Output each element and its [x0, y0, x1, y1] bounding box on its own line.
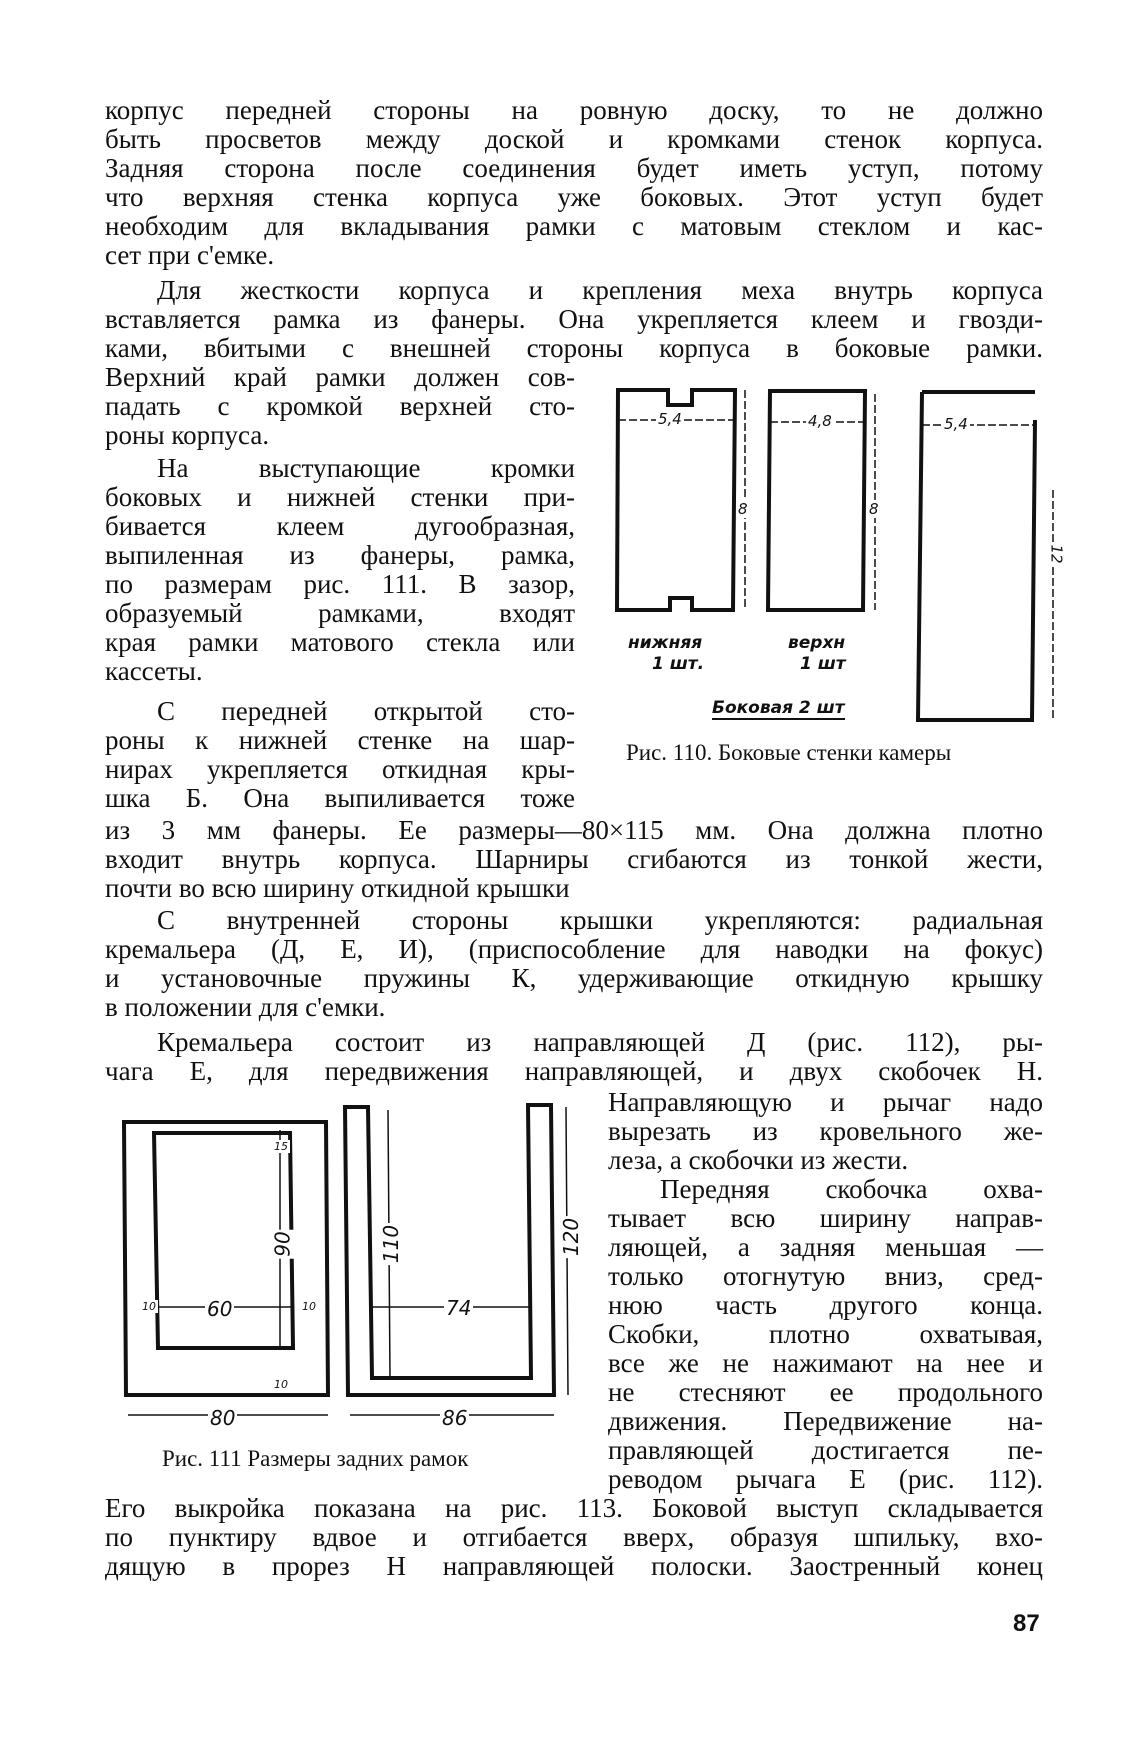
- fig110-top-width-label: 4,8: [808, 412, 832, 430]
- text-line: из 3 мм фанеры. Ее размеры—80×115 мм. Она должна плотно: [105, 815, 1043, 845]
- fig111-outer-width-label: 80: [210, 1406, 236, 1430]
- text-line: вырезать из кровельного же-: [608, 1116, 1043, 1146]
- fig111-u-outer-height-label: 120: [559, 1217, 584, 1257]
- text-line: движения. Передвижение на-: [608, 1406, 1043, 1436]
- text-line: Скобки, плотно охватывая,: [608, 1319, 1043, 1349]
- fig111-bottom-margin-label: 10: [274, 1378, 288, 1391]
- text-line: дящую в прорез Н направляющей полоски. Заостренный конец: [105, 1551, 1043, 1581]
- fig110-qty-top: 1 шт: [800, 654, 846, 674]
- fig110-label-bottom: нижняя: [628, 633, 703, 653]
- fig111-inner-height-label: 90: [270, 1231, 295, 1257]
- text-line: быть просветов между доской и кромками стенок корпуса.: [105, 124, 1043, 154]
- figure-111-caption: Рис. 111 Размеры задних рамок: [162, 1446, 469, 1471]
- paragraph-5: [105, 906, 1043, 1022]
- fig110-side-height-label: 12: [1047, 544, 1066, 564]
- text-line: все же не нажимают на нее и: [608, 1348, 1043, 1378]
- text-line: падать с кромкой верхней сто-: [105, 391, 575, 421]
- text-line: На выступающие кромки: [157, 453, 575, 483]
- text-line: Верхний край рамки должен сов-: [105, 362, 575, 392]
- text-line: в положении для с'емки.: [105, 992, 386, 1022]
- figure-111-drawing: [110, 1095, 590, 1395]
- text-line: входит внутрь корпуса. Шарниры сгибаются из тонкой жести,: [105, 844, 1043, 874]
- text-line: боковых и нижней стенки при-: [105, 482, 575, 512]
- fig111-u-outer-width-label: 86: [442, 1406, 468, 1430]
- fig111-u-inner-width-label: 74: [446, 1296, 472, 1320]
- paragraph-4-narrow: [105, 697, 575, 813]
- text-line: тывает всю ширину направ-: [608, 1203, 1043, 1233]
- text-line: кассеты.: [105, 656, 203, 686]
- text-line: по пунктиру вдвое и отгибается вверх, образуя шпильку, вхо-: [105, 1522, 1043, 1552]
- text-line: леза, а скобочки из жести.: [608, 1145, 909, 1175]
- fig111-u-inner-height-label: 110: [379, 1224, 404, 1264]
- paragraph-4-wide: [105, 816, 1043, 903]
- text-line: нюю часть другого конца.: [608, 1290, 1043, 1320]
- fig111-right-margin-label: 10: [302, 1300, 316, 1313]
- text-line: сет при с'емке.: [105, 240, 275, 270]
- text-line: образуемый рамками, входят: [105, 598, 575, 628]
- paragraph-3: [105, 454, 575, 686]
- text-line: края рамки матового стекла или: [105, 627, 575, 657]
- text-line: не стесняют ее продольного: [608, 1377, 1043, 1407]
- text-line: реводом рычага Е (рис. 112).: [608, 1464, 1043, 1494]
- text-line: роны корпуса.: [105, 420, 270, 450]
- text-line: Передняя скобочка охва-: [660, 1174, 1043, 1204]
- text-line: ками, вбитыми с внешней стороны корпуса в боковые рамки.: [105, 333, 1043, 363]
- figure-110-caption: Рис. 110. Боковые стенки камеры: [626, 740, 952, 765]
- text-line: ляющей, а задняя меньшая —: [608, 1232, 1043, 1262]
- paragraph-2: [105, 276, 1043, 363]
- fig111-left-margin-label: 10: [142, 1300, 156, 1313]
- text-line: только отогнутую вниз, сред-: [608, 1261, 1043, 1291]
- text-line: роны к нижней стенке на шар-: [105, 725, 575, 755]
- text-line: Его выкройка показана на рис. 113. Боковой выступ складывается: [105, 1493, 1043, 1523]
- text-line: чага Е, для передвижения направляющей, и двух скобочек Н.: [105, 1056, 1043, 1086]
- paragraph-2-narrow: [105, 363, 575, 450]
- text-line: кремальера (Д, Е, И), (приспособление для наводки на фокус): [105, 934, 1043, 964]
- text-line: шка Б. Она выпиливается тоже: [105, 783, 575, 813]
- text-line: и установочные пружины К, удерживающие откидную крышку: [105, 963, 1043, 993]
- fig111-top-margin-label: 15: [274, 1140, 288, 1153]
- fig111-inner-width-label: 60: [207, 1297, 233, 1321]
- fig110-label-side: Боковая 2 шт: [712, 698, 845, 718]
- fig110-label-top: верхн: [788, 633, 846, 653]
- text-line: С передней открытой сто-: [157, 696, 575, 726]
- paragraph-6: [105, 1028, 1043, 1086]
- paragraph-1: [105, 96, 1043, 270]
- fig110-qty-bottom: 1 шт.: [652, 654, 705, 674]
- text-line: бивается клеем дугообразная,: [105, 511, 575, 541]
- text-line: необходим для вкладывания рамки с матовым стеклом и кас-: [105, 211, 1043, 241]
- text-line: выпиленная из фанеры, рамка,: [105, 540, 575, 570]
- fig110-bottom-height-label: 8: [738, 500, 748, 518]
- figure-110-drawing: [600, 380, 1060, 730]
- text-line: Задняя сторона после соединения будет иметь уступ, потому: [105, 153, 1043, 183]
- text-line: вставляется рамка из фанеры. Она укрепляется клеем и гвозди-: [105, 304, 1043, 334]
- text-line: Кремальера состоит из направляющей Д (рис. 112), ры-: [157, 1027, 1043, 1057]
- paragraph-7-wide: [105, 1494, 1043, 1581]
- text-line: правляющей достигается пе-: [608, 1435, 1043, 1465]
- fig110-bottom-width-label: 5,4: [658, 410, 682, 428]
- text-line: что верхняя стенка корпуса уже боковых. Этот уступ будет: [105, 182, 1043, 212]
- fig110-top-height-label: 8: [869, 500, 879, 518]
- text-line: корпус передней стороны на ровную доску, то не должно: [105, 95, 1043, 125]
- text-line: по размерам рис. 111. В зазор,: [105, 569, 575, 599]
- text-line: нирах укрепляется откидная кры-: [105, 754, 575, 784]
- text-line: Направляющую и рычаг надо: [608, 1087, 1043, 1117]
- paragraph-6-narrow: [608, 1088, 1043, 1175]
- text-line: почти во всю ширину откидной крышки: [105, 873, 570, 903]
- fig110-side-width-label: 5,4: [944, 415, 968, 433]
- text-line: С внутренней стороны крышки укрепляются: радиальная: [157, 905, 1043, 935]
- paragraph-7-narrow: [608, 1175, 1043, 1494]
- page-number: 87: [1013, 1610, 1040, 1637]
- text-line: Для жесткости корпуса и крепления меха внутрь корпуса: [157, 275, 1043, 305]
